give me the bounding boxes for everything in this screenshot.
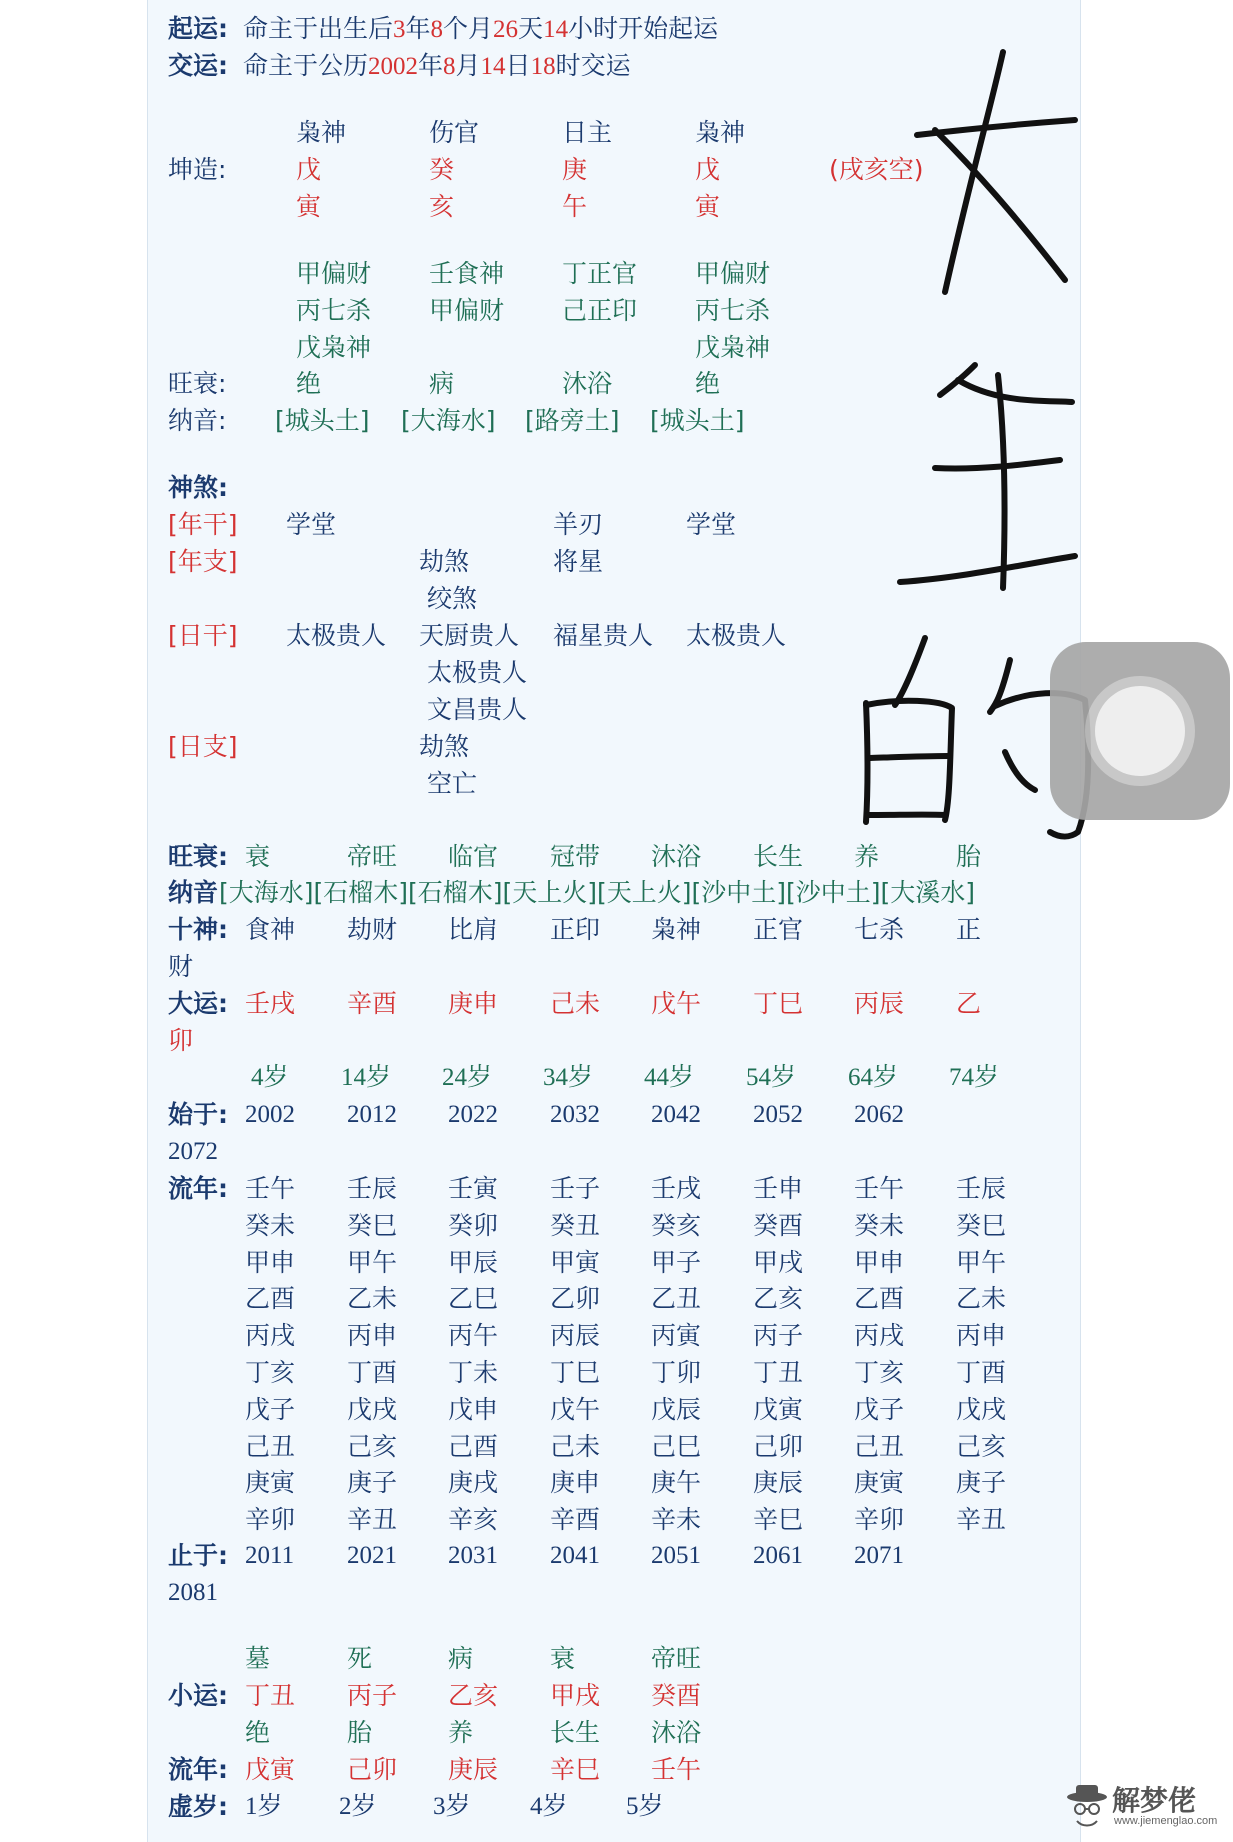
watermark-text: 解梦佬 — [1112, 1784, 1197, 1817]
dayun-value: 丁巳 — [753, 989, 804, 1018]
liunian-value: 丁酉 — [347, 1358, 398, 1387]
liunian-label: 流年: — [168, 1174, 228, 1203]
xiaoyun-label: 小运: — [168, 1681, 228, 1710]
stem: 癸 — [429, 155, 455, 184]
dayun-value: 己未 — [550, 989, 601, 1018]
liunian-value: 乙巳 — [448, 1284, 499, 1314]
liunian-value: 乙未 — [956, 1284, 1007, 1314]
hand-stroke-sheng-2 — [958, 380, 1072, 402]
shensha-item: 绞煞 — [427, 584, 478, 613]
assistive-touch-center — [1095, 686, 1185, 776]
liunian-value: 庚戌 — [448, 1468, 499, 1498]
dayun-wangshuai: 帝旺 — [347, 842, 398, 871]
hand-stroke-de-2 — [866, 703, 868, 822]
hand-stroke-sheng-4 — [935, 460, 1060, 468]
end-label: 止于: — [168, 1541, 228, 1570]
liunian-value: 丙辰 — [550, 1321, 601, 1351]
liunian-value: 甲子 — [651, 1247, 702, 1277]
dayun-age: 74岁 — [949, 1064, 1000, 1091]
xiaoyun-liunian-label: 流年: — [168, 1755, 228, 1784]
shensha-item: 将星 — [553, 547, 604, 576]
dayun-wangshuai: 长生 — [753, 842, 804, 871]
shensha-item: 羊刃 — [553, 510, 604, 539]
watermark-url: www.jiemenglao.com — [1114, 1815, 1218, 1827]
wangshuai-label: 旺衰: — [168, 369, 227, 398]
liunian-value: 戊子 — [854, 1394, 905, 1424]
dayun-value: 壬戌 — [245, 989, 296, 1018]
xiaoyun-top-state: 死 — [347, 1644, 373, 1673]
liunian-value: 丁亥 — [245, 1358, 296, 1387]
dayun-wangshuai: 冠带 — [550, 842, 601, 871]
hidden-stem: 戊枭神 — [296, 333, 372, 362]
end-year: 2071 — [854, 1542, 904, 1569]
shensha-item: 文昌贵人 — [427, 695, 528, 724]
liunian-value: 庚辰 — [753, 1468, 804, 1498]
xiaoyun-value: 丙子 — [347, 1681, 398, 1710]
xiaoyun-top-state: 帝旺 — [651, 1644, 702, 1673]
shensha-row-label: [日干] — [168, 621, 238, 650]
wangshuai-value: 绝 — [296, 369, 322, 398]
dayun-age: 24岁 — [442, 1064, 493, 1091]
liunian-value: 丁亥 — [854, 1358, 905, 1387]
xiaoyun-liunian: 庚辰 — [448, 1755, 499, 1784]
void-note: (戌亥空) — [829, 155, 924, 184]
liunian-value: 己卯 — [753, 1431, 804, 1461]
branch: 亥 — [429, 192, 455, 221]
liunian-value: 乙未 — [347, 1284, 398, 1314]
xiaoyun-bottom-state: 长生 — [550, 1718, 601, 1747]
xiaoyun-liunian: 壬午 — [651, 1755, 702, 1784]
shishen-value: 劫财 — [347, 915, 398, 944]
liunian-value: 己酉 — [448, 1431, 499, 1461]
xiaoyun-bottom-state: 胎 — [347, 1718, 373, 1747]
dayun-age: 54岁 — [746, 1064, 797, 1091]
liunian-value: 庚子 — [347, 1468, 398, 1498]
stem: 戊 — [296, 155, 322, 184]
liunian-value: 戊寅 — [753, 1394, 804, 1424]
shensha-row-label: [日支] — [168, 732, 238, 761]
dayun-age: 44岁 — [644, 1064, 695, 1091]
liunian-value: 丙戌 — [245, 1321, 296, 1351]
branch: 午 — [562, 192, 588, 221]
dayun-value: 辛酉 — [347, 989, 398, 1018]
liunian-value: 辛未 — [651, 1505, 702, 1535]
dayun-value: 庚申 — [448, 989, 499, 1018]
stem: 庚 — [562, 155, 588, 184]
dayun-wangshuai: 临官 — [448, 842, 499, 871]
top-god: 枭神 — [695, 118, 746, 147]
end-year: 2031 — [448, 1542, 498, 1569]
liunian-value: 丙寅 — [651, 1321, 702, 1351]
xiaoyun-value: 癸酉 — [651, 1681, 702, 1710]
xiaoyun-bottom-state: 养 — [448, 1718, 474, 1747]
liunian-value: 癸酉 — [753, 1210, 804, 1240]
liunian-value: 乙亥 — [753, 1284, 804, 1314]
dayun-wrap: 卯 — [168, 1026, 194, 1055]
dayun-age: 34岁 — [543, 1064, 594, 1091]
start-year: 2022 — [448, 1101, 498, 1128]
liunian-value: 丁酉 — [956, 1358, 1007, 1387]
xiaoyun-liunian: 辛巳 — [550, 1755, 601, 1784]
shishen-value: 比肩 — [448, 915, 499, 944]
dayun-wangshuai: 养 — [854, 842, 880, 871]
liunian-value: 丁巳 — [550, 1358, 601, 1387]
hand-stroke-de-4 — [870, 756, 948, 758]
liunian-value: 丙子 — [753, 1321, 804, 1351]
liunian-value: 丙申 — [347, 1321, 398, 1351]
dayun-wangshuai-label: 旺衰: — [168, 842, 228, 871]
shensha-item: 太极贵人 — [286, 621, 387, 650]
qiyun-text: 命主于出生后3年8个月26天14小时开始起运 — [243, 14, 719, 43]
hidden-stem: 丙七杀 — [695, 296, 771, 325]
xiaoyun-value: 丁丑 — [245, 1681, 296, 1710]
start-wrap: 2072 — [168, 1138, 218, 1165]
liunian-value: 甲寅 — [550, 1247, 601, 1277]
nayin-value: [路旁土] — [525, 406, 620, 435]
xusui-value: 3岁 — [433, 1793, 471, 1820]
hidden-stem: 丙七杀 — [296, 296, 372, 325]
liunian-value: 丁卯 — [651, 1358, 702, 1387]
hand-stroke-sheng-3 — [998, 375, 1005, 588]
liunian-value: 戊戌 — [956, 1394, 1007, 1424]
xusui-label: 虚岁: — [168, 1792, 228, 1821]
shensha-item: 劫煞 — [419, 732, 470, 761]
start-year: 2052 — [753, 1101, 803, 1128]
liunian-value: 己亥 — [347, 1431, 398, 1461]
xusui-value: 2岁 — [339, 1793, 377, 1820]
liunian-value: 乙酉 — [245, 1284, 296, 1314]
shishen-value: 正印 — [550, 915, 601, 944]
liunian-value: 戊午 — [550, 1394, 601, 1424]
branch: 寅 — [695, 192, 721, 221]
liunian-value: 壬寅 — [448, 1174, 499, 1203]
liunian-value: 庚午 — [651, 1468, 702, 1498]
liunian-value: 壬午 — [245, 1174, 296, 1203]
dayun-nayin-label: 纳音 — [168, 878, 219, 907]
xiaoyun-top-state: 病 — [448, 1644, 474, 1673]
nayin-value: [大海水] — [401, 406, 496, 435]
shensha-item: 天厨贵人 — [419, 621, 520, 650]
hidden-stem: 甲偏财 — [296, 259, 372, 288]
liunian-value: 辛丑 — [956, 1505, 1007, 1535]
liunian-value: 乙卯 — [550, 1284, 601, 1314]
xiaoyun-bottom-state: 沐浴 — [651, 1718, 702, 1747]
liunian-value: 戊申 — [448, 1394, 499, 1424]
liunian-value: 己丑 — [854, 1431, 905, 1461]
dayun-age: 64岁 — [848, 1064, 899, 1091]
shensha-item: 学堂 — [286, 510, 337, 539]
liunian-value: 壬申 — [753, 1174, 804, 1203]
xiaoyun-liunian: 己卯 — [347, 1755, 398, 1784]
shensha-item: 劫煞 — [419, 547, 470, 576]
liunian-value: 戊戌 — [347, 1394, 398, 1424]
liunian-value: 丁丑 — [753, 1358, 804, 1387]
liunian-value: 癸未 — [854, 1210, 905, 1240]
liunian-value: 辛丑 — [347, 1505, 398, 1535]
liunian-value: 壬午 — [854, 1174, 905, 1203]
top-god: 枭神 — [296, 118, 347, 147]
start-year: 2012 — [347, 1101, 397, 1128]
shensha-item: 太极贵人 — [686, 621, 787, 650]
liunian-value: 辛卯 — [245, 1505, 296, 1535]
liunian-value: 辛巳 — [753, 1505, 804, 1535]
liunian-value: 庚申 — [550, 1468, 601, 1498]
end-year: 2021 — [347, 1542, 397, 1569]
xiaoyun-value: 甲戌 — [550, 1681, 601, 1710]
hand-stroke-de-1 — [895, 638, 925, 705]
dayun-wangshuai: 衰 — [245, 842, 271, 871]
end-year: 2041 — [550, 1542, 600, 1569]
liunian-value: 己亥 — [956, 1431, 1007, 1461]
liunian-value: 甲申 — [245, 1247, 296, 1277]
liunian-value: 丙申 — [956, 1321, 1007, 1351]
wangshuai-value: 病 — [429, 369, 455, 398]
jiaoyun-text: 命主于公历2002年8月14日18时交运 — [243, 51, 631, 80]
dayun-wangshuai: 胎 — [956, 842, 982, 871]
hidden-stem: 戊枭神 — [695, 333, 771, 362]
shensha-row-label: [年支] — [168, 547, 238, 576]
shensha-item: 福星贵人 — [553, 621, 654, 650]
assistive-touch-button[interactable] — [1050, 642, 1230, 820]
xusui-value: 1岁 — [245, 1793, 283, 1820]
end-wrap: 2081 — [168, 1579, 218, 1606]
end-year: 2061 — [753, 1542, 803, 1569]
liunian-value: 己巳 — [651, 1431, 702, 1461]
liunian-value: 癸巳 — [347, 1210, 398, 1240]
top-god: 日主 — [562, 118, 613, 147]
liunian-value: 己未 — [550, 1431, 601, 1461]
shensha-item: 太极贵人 — [427, 658, 528, 687]
dayun-label: 大运: — [168, 989, 228, 1018]
xusui-value: 5岁 — [626, 1793, 664, 1820]
start-year: 2042 — [651, 1101, 701, 1128]
shensha-item: 空亡 — [427, 769, 478, 798]
xiaoyun-top-state: 墓 — [245, 1644, 271, 1673]
liunian-value: 己丑 — [245, 1431, 296, 1461]
shensha-title: 神煞: — [168, 473, 228, 502]
liunian-value: 癸丑 — [550, 1210, 601, 1240]
liunian-value: 甲午 — [347, 1247, 398, 1277]
liunian-value: 丙戌 — [854, 1321, 905, 1351]
qiyun-label: 起运: — [168, 14, 228, 43]
dayun-age: 4岁 — [251, 1064, 289, 1091]
shishen-value: 枭神 — [651, 915, 702, 944]
xiaoyun-bottom-state: 绝 — [245, 1718, 271, 1747]
hidden-stem: 甲偏财 — [429, 296, 505, 325]
liunian-value: 甲申 — [854, 1247, 905, 1277]
shishen-wrap: 财 — [168, 952, 194, 981]
hidden-stem: 丁正官 — [562, 259, 638, 288]
wangshuai-value: 绝 — [695, 369, 721, 398]
hand-stroke-nv-3 — [917, 120, 1075, 135]
watermark — [1060, 1775, 1230, 1837]
liunian-value: 庚子 — [956, 1468, 1007, 1498]
xusui-value: 4岁 — [530, 1793, 568, 1820]
xiaoyun-value: 乙亥 — [448, 1681, 499, 1710]
liunian-value: 辛亥 — [448, 1505, 499, 1535]
end-year: 2011 — [245, 1542, 295, 1569]
start-year: 2062 — [854, 1101, 904, 1128]
start-year: 2032 — [550, 1101, 600, 1128]
jiaoyun-label: 交运: — [168, 51, 228, 80]
shensha-row-label: [年干] — [168, 510, 238, 539]
shishen-value: 正 — [956, 915, 982, 944]
hand-stroke-de-8 — [1005, 752, 1035, 790]
xiaoyun-liunian: 戊寅 — [245, 1755, 296, 1784]
xiaoyun-top-state: 衰 — [550, 1644, 576, 1673]
shensha-item: 学堂 — [686, 510, 737, 539]
liunian-value: 壬子 — [550, 1174, 601, 1203]
liunian-value: 壬戌 — [651, 1174, 702, 1203]
liunian-value: 壬辰 — [347, 1174, 398, 1203]
liunian-value: 丙午 — [448, 1321, 499, 1351]
liunian-value: 乙丑 — [651, 1284, 702, 1314]
shishen-value: 食神 — [245, 915, 296, 944]
stem: 戊 — [695, 155, 721, 184]
nayin-label: 纳音: — [168, 406, 227, 435]
nayin-value: [城头土] — [650, 406, 745, 435]
liunian-value: 癸未 — [245, 1210, 296, 1240]
nayin-value: [城头土] — [275, 406, 370, 435]
start-year: 2002 — [245, 1101, 295, 1128]
shishen-value: 七杀 — [854, 915, 905, 944]
liunian-value: 辛卯 — [854, 1505, 905, 1535]
chart-label: 坤造: — [168, 155, 227, 184]
liunian-value: 甲戌 — [753, 1247, 804, 1277]
liunian-value: 戊子 — [245, 1394, 296, 1424]
dayun-value: 丙辰 — [854, 989, 905, 1018]
liunian-value: 戊辰 — [651, 1394, 702, 1424]
hand-stroke-sheng-5 — [900, 556, 1075, 582]
liunian-value: 甲辰 — [448, 1247, 499, 1277]
liunian-value: 庚寅 — [245, 1468, 296, 1498]
liunian-value: 辛酉 — [550, 1505, 601, 1535]
dayun-wangshuai: 沐浴 — [651, 842, 702, 871]
liunian-value: 庚寅 — [854, 1468, 905, 1498]
shishen-value: 正官 — [753, 915, 804, 944]
liunian-value: 癸亥 — [651, 1210, 702, 1240]
wangshuai-value: 沐浴 — [562, 369, 613, 398]
liunian-value: 癸卯 — [448, 1210, 499, 1240]
liunian-value: 壬辰 — [956, 1174, 1007, 1203]
hidden-stem: 甲偏财 — [695, 259, 771, 288]
assistive-touch-ring — [1085, 676, 1195, 786]
dayun-age: 14岁 — [341, 1064, 392, 1091]
liunian-value: 甲午 — [956, 1247, 1007, 1277]
liunian-value: 乙酉 — [854, 1284, 905, 1314]
dayun-value: 戊午 — [651, 989, 702, 1018]
hidden-stem: 己正印 — [562, 296, 638, 325]
branch: 寅 — [296, 192, 322, 221]
shishen-label: 十神: — [168, 915, 228, 944]
end-year: 2051 — [651, 1542, 701, 1569]
start-label: 始于: — [168, 1100, 228, 1129]
liunian-value: 癸巳 — [956, 1210, 1007, 1240]
dayun-value: 乙 — [956, 989, 982, 1018]
hidden-stem: 壬食神 — [429, 259, 505, 288]
liunian-value: 丁未 — [448, 1358, 499, 1387]
top-god: 伤官 — [429, 118, 480, 147]
dayun-nayin: [大海水][石榴木][石榴木][天上火][天上火][沙中土][沙中土][大溪水] — [219, 878, 976, 907]
detective-logo-icon — [1062, 1781, 1112, 1831]
